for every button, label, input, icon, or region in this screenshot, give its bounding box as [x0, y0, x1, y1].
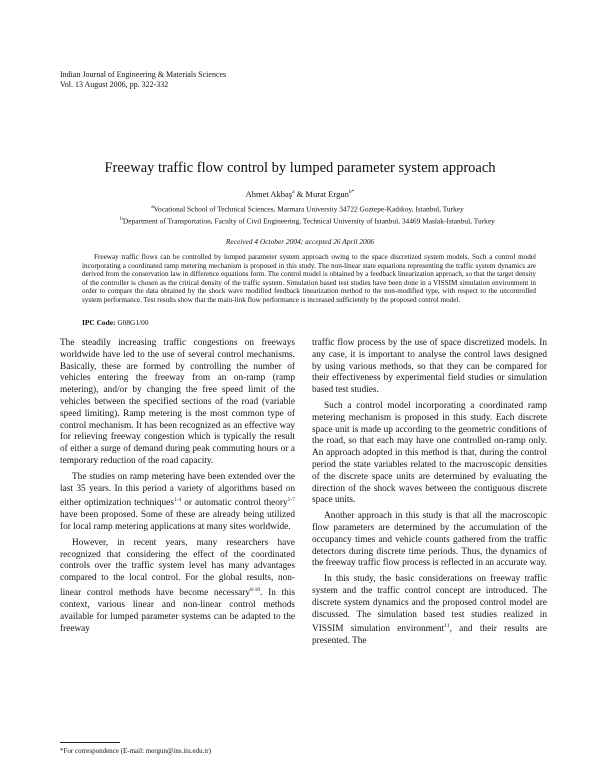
- paragraph: In this study, the basic considerations on freeway traffic system and the traffic control concept are introduced. The discrete system dynamics and the proposed control model are discussed. The simulation based test studies realized in VISSIM simulation environment$^{11}$, and their results are presented. The: [312, 574, 548, 647]
- ipc-label: IPC Code:: [82, 318, 116, 327]
- paragraph: However, in recent years, many researchers have recognized that considering the effect of the coordinated controls over the traffic system level has many advantages compared to the local control. For the global results, non-linear control methods have become necessary$^{8-10}$. In this context, various linear and non-linear control methods available for lumped parameter systems can be adapted to the freeway: [60, 537, 295, 634]
- paragraph: Such a control model incorporating a coordinated ramp metering mechanism is proposed in this study. Each discrete space unit is made up according to the geometric conditions of the road, so that each may have one controlled on-ramp only. An approach adopted in this method is that, during the control period the state variables related to the macroscopic densities of the discrete space units are determined by evaluating the direction of the shock waves between the contiguous discrete space units.: [312, 400, 547, 506]
- footnote-divider: [60, 742, 120, 743]
- paragraph: The studies on ramp metering have been extended over the last 35 years. In this period a variety of algorithms based on either optimization techniques$^{1-4}$ or automatic control theory$^{5-7}$ have been proposed. Some of these are already being utilized for local ramp metering applications at many sites worldwide.: [60, 471, 295, 533]
- correspondence-footnote: *For correspondence (E-mail: mergun@ins.itu.edu.tr): [60, 747, 211, 755]
- affiliation-b: $^b$Department of Transportation, Faculty of Civil Engineering, Technical University of Istanbul, 34469 Maslak-Istanbul, Turkey: [120, 216, 495, 226]
- paper-title: Freeway traffic flow control by lumped parameter system approach: [104, 160, 496, 176]
- author-1: Ahmet Akbaş: [245, 189, 293, 199]
- received-dates: Received 4 October 2004; accepted 26 April 2006: [225, 237, 375, 246]
- ipc-value: G08G1/00: [115, 318, 149, 327]
- author-2-affil: b*: [348, 189, 355, 196]
- abstract: Freeway traffic flows can be controlled by lumped parameter system approach owing to the space discretized system models. Such a control model incorporating a coordinated ramp metering mechanism is proposed in this study. The non-linear state equations representing the traffic system dynamics are derived from the conservation law in difference equations form. The control model is obtained by a feedback linearization approach, so that the target density of the controller is chosen as the critical density of the traffic system. Simulation based test studies have been done in a VISSIM simulation environment in order to compare the data obtained by the shock wave modified feedback linearization method to the non-modified type, with respect to the uncontrolled system performance. Test results show that the main-link flow performance is increased sufficiently by the proposed control model.: [82, 253, 536, 304]
- journal-header: [60, 70, 226, 90]
- paragraph: Another approach in this study is that all the macroscopic flow parameters are determined by the accumulation of the occupancy times and vehicle counts gathered from the traffic detectors during discrete time periods. Thus, the dynamics of the freeway traffic flow process is reflected in an accurate way.: [312, 511, 547, 569]
- left-column: [60, 338, 295, 639]
- author-2: & Murat Ergun: [294, 189, 349, 199]
- paragraph: traffic flow process by the use of space discretized models. In any case, it is important to analyse the control laws designed by using various methods, so that they can be compared for their effectiveness by experimental field studies or simulation based test studies.: [312, 338, 547, 396]
- journal-issue: Vol. 13 August 2006, pp. 322-332: [60, 80, 169, 89]
- author-1-affil: a: [292, 189, 295, 196]
- right-column: [312, 338, 547, 652]
- ipc-code: [82, 318, 149, 327]
- affiliations: [60, 202, 555, 227]
- journal-name: Indian Journal of Engineering & Materials Sciences: [60, 70, 227, 79]
- authors: [0, 189, 600, 199]
- paragraph: The steadily increasing traffic congestions on freeways worldwide have led to the use of several control mechanisms. Basically, these are formed by controlling the number of vehicles entering the freeway from an on-ramp (ramp metering), and/or by changing the free speed limit of the vehicles between the specified sections of the road (variable speed limiting). Ramp metering is the most common type of control mechanism. It has been recognized as an effective way for relieving freeway congestion which is typically the result of either a surge of demand during peak commuting hours or a temporary reduction of the road capacity.: [60, 338, 295, 466]
- affiliation-a: $^a$Vocational School of Technical Sciences, Marmara University 34722 Goztepe-Kadıkoy, Istanbul, Turkey: [151, 204, 464, 214]
